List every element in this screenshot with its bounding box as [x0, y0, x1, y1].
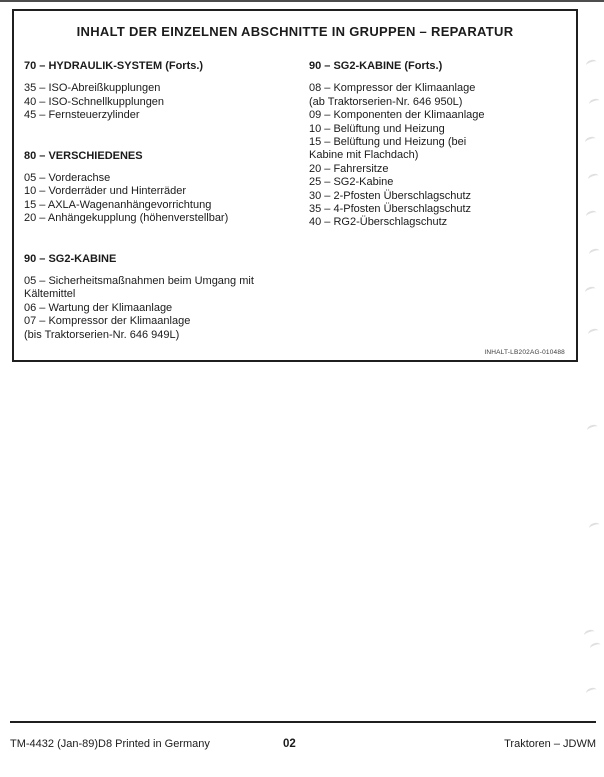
contents-column-left: [24, 60, 309, 342]
toc-entry: Kältemittel: [24, 288, 76, 301]
toc-group: [24, 253, 309, 342]
scan-artifact-mark: [586, 423, 599, 433]
toc-entry: 35 – ISO-Abreißkupplungen: [24, 82, 161, 95]
toc-entry: 06 – Wartung der Klimaanlage: [24, 301, 173, 314]
scan-artifact-mark: [588, 247, 601, 257]
toc-entry: 15 – AXLA-Wagenanhängevorrichtung: [24, 198, 212, 211]
scan-artifact-mark: [587, 172, 600, 182]
toc-entry: 05 – Sicherheitsmaßnahmen beim Umgang mit: [24, 275, 254, 288]
toc-entry: 09 – Komponenten der Klimaanlage: [309, 109, 485, 122]
toc-entry: 05 – Vorderachse: [24, 172, 111, 185]
scan-artifact-mark: [588, 97, 601, 107]
scan-artifact-mark: [584, 285, 597, 295]
toc-group: [24, 60, 309, 123]
toc-entry: (ab Traktorserien-Nr. 646 950L): [309, 95, 463, 108]
toc-entry: 25 – SG2-Kabine: [309, 176, 394, 189]
toc-group: [309, 60, 568, 230]
toc-entry: 07 – Kompressor der Klimaanlage: [24, 315, 191, 328]
toc-entry: 40 – ISO-Schnellkupplungen: [24, 95, 165, 108]
scan-artifact-mark: [588, 521, 601, 531]
page-title: INHALT DER EINZELNEN ABSCHNITTE IN GRUPPEN – REPARATUR: [76, 24, 514, 39]
toc-entry: 45 – Fernsteuerzylinder: [24, 109, 140, 122]
toc-entry: Kabine mit Flachdach): [309, 149, 419, 162]
scan-artifact-mark: [584, 135, 597, 145]
toc-group-heading: 70 – HYDRAULIK-SYSTEM (Forts.): [24, 60, 204, 72]
toc-entry: 20 – Anhängekupplung (höhenverstellbar): [24, 212, 229, 225]
toc-entry: (bis Traktorserien-Nr. 646 949L): [24, 328, 180, 341]
footer-divider: [10, 721, 596, 723]
scan-artifact-mark: [585, 686, 598, 696]
toc-group: [24, 150, 309, 226]
scan-page-top-edge: [0, 0, 604, 2]
toc-entry: 10 – Belüftung und Heizung: [309, 122, 445, 135]
toc-entry: 08 – Kompressor der Klimaanlage: [309, 82, 476, 95]
toc-group-heading: 90 – SG2-KABINE (Forts.): [309, 60, 443, 72]
toc-group-heading: 90 – SG2-KABINE: [24, 252, 117, 265]
contents-columns: [24, 60, 568, 342]
scan-artifact-mark: [587, 327, 600, 337]
scan-artifact-mark: [589, 641, 602, 651]
toc-entry: 35 – 4-Pfosten Überschlagschutz: [309, 203, 472, 216]
footer-manual-number: TM-4432 (Jan-89)D8 Printed in Germany: [10, 738, 210, 750]
contents-column-right: [309, 60, 568, 342]
toc-entry: 30 – 2-Pfosten Überschlagschutz: [309, 189, 472, 202]
scan-artifact-mark: [585, 209, 598, 219]
toc-entry: 20 – Fahrersitze: [309, 162, 389, 175]
footer-page-number: 02: [283, 738, 296, 750]
page-footer: [0, 738, 604, 754]
scan-artifact-mark: [585, 58, 598, 68]
contents-box: [12, 9, 578, 362]
toc-group-heading: 80 – VERSCHIEDENES: [24, 149, 143, 162]
toc-entry: 10 – Vorderräder und Hinterräder: [24, 185, 187, 198]
print-reference-code: INHALT-LB202AG-010488: [484, 349, 565, 356]
toc-entry: 15 – Belüftung und Heizung (bei: [309, 136, 467, 149]
toc-entry: 40 – RG2-Überschlagschutz: [309, 216, 448, 229]
footer-series-label: Traktoren – JDWM: [504, 738, 596, 750]
scan-artifact-mark: [583, 628, 596, 638]
